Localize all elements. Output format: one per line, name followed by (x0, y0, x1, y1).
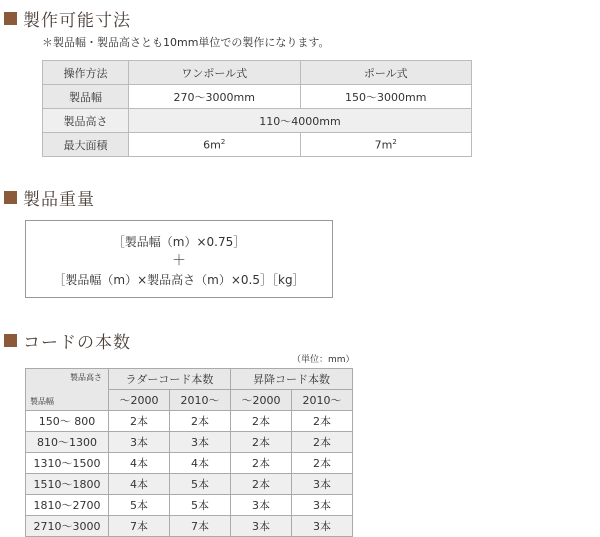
table-row (26, 453, 353, 474)
row-label: 150〜 800 (26, 411, 109, 432)
area-pole: $7m^2$ (300, 133, 472, 157)
subheader: 2010〜 (292, 390, 353, 411)
cell: 3本 (292, 495, 353, 516)
table-row (26, 432, 353, 453)
table-row (43, 109, 472, 133)
corner-bottom-label: 製品幅 (30, 397, 54, 406)
cell: 2本 (109, 411, 170, 432)
heading-square-icon (4, 334, 17, 347)
area-label: 最大面積 (43, 133, 129, 157)
table-row (26, 516, 353, 537)
cell: 3本 (292, 516, 353, 537)
cell: 3本 (292, 474, 353, 495)
cell: 3本 (109, 432, 170, 453)
header-one-pole: ワンポール式 (129, 61, 301, 85)
table-row (26, 474, 353, 495)
cell: 5本 (170, 495, 231, 516)
cell: 3本 (231, 495, 292, 516)
cell: 4本 (109, 474, 170, 495)
cell: 4本 (170, 453, 231, 474)
cell: 7本 (109, 516, 170, 537)
table-header-row (26, 369, 353, 390)
weight-line2: ［製品幅（m）×製品高さ（m）×0.5］［kg］ (53, 273, 305, 287)
cell: 2本 (170, 411, 231, 432)
weight-title: 製品重量 (23, 190, 95, 210)
table-row (43, 133, 472, 157)
corner-top-label: 製品高さ (70, 373, 102, 382)
table-row (26, 411, 353, 432)
table-row (43, 85, 472, 109)
subheader: 〜2000 (231, 390, 292, 411)
weight-heading (4, 185, 95, 210)
row-label: 1510〜1800 (26, 474, 109, 495)
height-value: 110〜4000mm (129, 109, 472, 133)
subheader: 〜2000 (109, 390, 170, 411)
area-one-pole: $6m^2$ (129, 133, 301, 157)
cell: 2本 (292, 453, 353, 474)
row-label: 1810〜2700 (26, 495, 109, 516)
group-lift: 昇降コード本数 (231, 369, 353, 390)
cell: 2本 (292, 411, 353, 432)
header-operation: 操作方法 (43, 61, 129, 85)
dimensions-note: ＊製品幅・製品高さとも10mm単位での製作になります。 (42, 36, 330, 49)
cords-table (25, 368, 353, 537)
cords-title: コードの本数 (23, 333, 131, 353)
cell: 3本 (231, 516, 292, 537)
cell: 5本 (109, 495, 170, 516)
cell: 4本 (109, 453, 170, 474)
width-label: 製品幅 (43, 85, 129, 109)
cell: 2本 (292, 432, 353, 453)
weight-plus: ＋ (172, 253, 186, 269)
dimensions-table (42, 60, 472, 157)
cords-heading (4, 328, 131, 353)
row-label: 1310〜1500 (26, 453, 109, 474)
cell: 2本 (231, 411, 292, 432)
heading-square-icon (4, 191, 17, 204)
cell: 7本 (170, 516, 231, 537)
weight-line1: ［製品幅（m）×0.75］ (112, 235, 246, 249)
cell: 2本 (231, 474, 292, 495)
dimensions-heading (4, 6, 131, 31)
unit-note: （単位：mm） (292, 355, 355, 365)
table-row (26, 495, 353, 516)
cell: 2本 (231, 453, 292, 474)
heading-square-icon (4, 12, 17, 25)
width-pole: 150〜3000mm (300, 85, 472, 109)
row-label: 810〜1300 (26, 432, 109, 453)
cell: 2本 (231, 432, 292, 453)
cell: 3本 (170, 432, 231, 453)
cell: 5本 (170, 474, 231, 495)
subheader: 2010〜 (170, 390, 231, 411)
weight-formula-box (25, 220, 333, 298)
group-ladder: ラダーコード本数 (109, 369, 231, 390)
height-label: 製品高さ (43, 109, 129, 133)
corner-header (26, 369, 109, 411)
header-pole: ポール式 (300, 61, 472, 85)
width-one-pole: 270〜3000mm (129, 85, 301, 109)
row-label: 2710〜3000 (26, 516, 109, 537)
table-header-row (43, 61, 472, 85)
dimensions-title: 製作可能寸法 (23, 11, 131, 31)
